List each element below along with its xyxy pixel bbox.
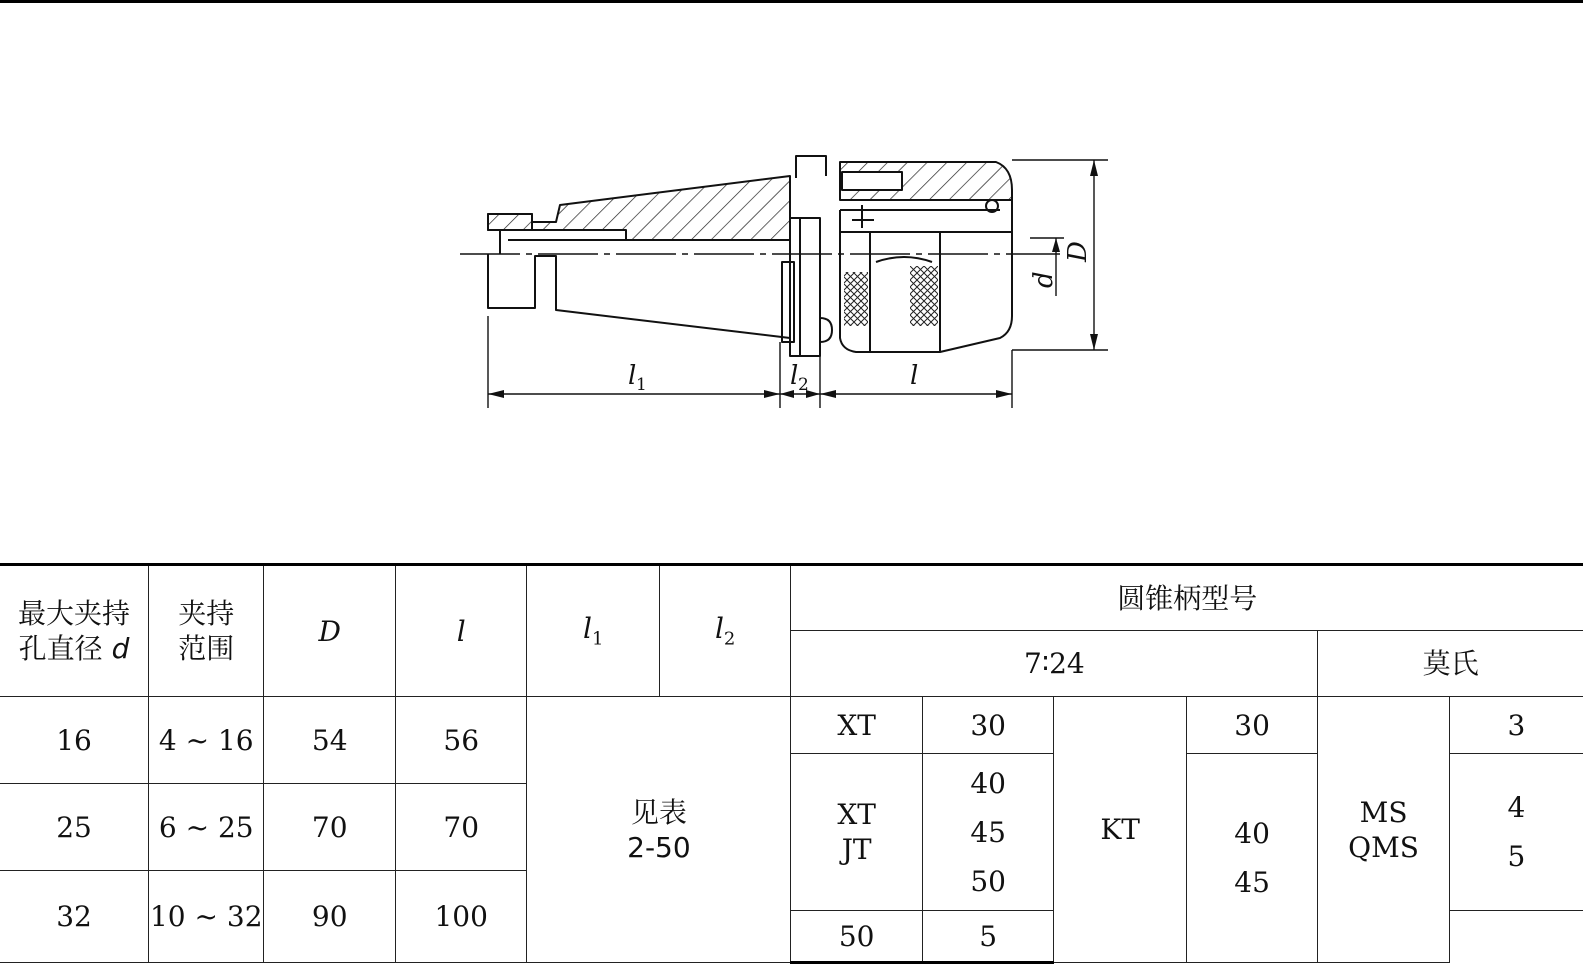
row2-d: 25: [0, 784, 149, 871]
row2-range: 6 ~ 25: [149, 784, 264, 871]
see-table-cell: 见表 2-50: [527, 697, 791, 963]
xt-jt-label: XT JT: [791, 754, 922, 911]
size-50: 50: [791, 911, 922, 963]
label-l2: l: [790, 361, 799, 391]
taper-section: [488, 176, 790, 240]
header-D: D: [264, 565, 395, 697]
row2-l: 70: [395, 784, 526, 871]
header-l1: $l_1$: [527, 565, 659, 697]
row3-l: 100: [395, 871, 526, 963]
row3-D: 90: [264, 871, 395, 963]
morse-4-5: 4 5: [1449, 754, 1583, 911]
morse-3: 3: [1449, 697, 1583, 754]
label-l: l: [910, 361, 919, 391]
ms-qms-label: MS QMS: [1318, 697, 1449, 963]
label-l2-sub: 2: [798, 375, 809, 395]
kt-sizes: 40 45: [1186, 754, 1317, 963]
row3-d: 32: [0, 871, 149, 963]
header-l2: $l_2$: [659, 565, 790, 697]
kt-size-30: 30: [1186, 697, 1317, 754]
header-morse: 莫氏: [1318, 631, 1583, 697]
xt-jt-sizes: 40 45 50: [922, 754, 1053, 911]
header-taper-724: 7∶24: [791, 631, 1318, 697]
label-l1-sub: 1: [636, 375, 647, 395]
row1-l: 56: [395, 697, 526, 784]
spec-table: [0, 563, 1583, 964]
kt-label: KT: [1054, 697, 1186, 963]
row1-d: 16: [0, 697, 149, 784]
xt-size-30: 30: [922, 697, 1053, 754]
morse-5: 5: [922, 911, 1053, 963]
header-range: 夹持 范围: [149, 565, 264, 697]
top-rule: [0, 0, 1583, 3]
collet-chuck-drawing: [440, 140, 1130, 430]
row1-D: 54: [264, 697, 395, 784]
label-D: D: [1063, 241, 1093, 262]
label-l1: l: [628, 361, 637, 391]
header-l: l: [395, 565, 526, 697]
label-d: d: [1029, 271, 1059, 288]
header-shank-type: 圆锥柄型号: [791, 565, 1583, 631]
row3-range: 10 ~ 32: [149, 871, 264, 963]
header-max-d: 最大夹持 孔直径 d: [0, 565, 149, 697]
row1-range: 4 ~ 16: [149, 697, 264, 784]
xt-label: XT: [791, 697, 922, 754]
row2-D: 70: [264, 784, 395, 871]
